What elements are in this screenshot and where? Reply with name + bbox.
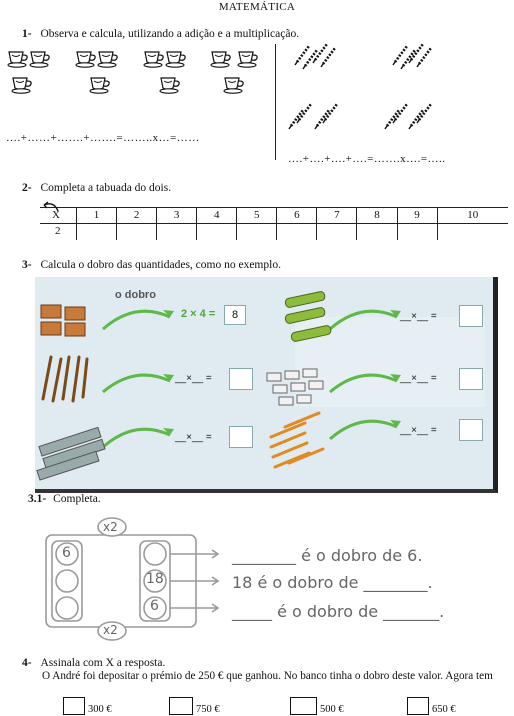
blank-expression: __×__ =: [175, 432, 212, 443]
multiplier-cell: 2: [55, 225, 61, 237]
question-number: 4-: [22, 657, 32, 669]
table-cell: 4: [197, 208, 237, 222]
top-operation: x2: [103, 520, 118, 534]
question-text: Completa a tabuada do dois.: [40, 182, 172, 194]
checkbox[interactable]: [169, 697, 193, 715]
table-row: [77, 208, 509, 222]
answer-cell[interactable]: [117, 222, 157, 240]
answer-cell[interactable]: [277, 222, 317, 240]
pencils-illustration: [285, 40, 445, 140]
statement-line[interactable]: _____ é o dobro de _______.: [232, 602, 445, 621]
question-3-1-heading: [28, 493, 101, 505]
question-number: 1-: [22, 28, 32, 40]
times-symbol: X: [52, 209, 60, 221]
question-4-heading: [22, 657, 165, 669]
answer-cell[interactable]: [357, 222, 397, 240]
checkbox[interactable]: [63, 697, 85, 715]
blank-expression: __×__ =: [400, 373, 437, 384]
option-500[interactable]: [290, 697, 344, 715]
answer-box[interactable]: [229, 426, 253, 448]
table-cell: 6: [277, 208, 317, 222]
answer-cell[interactable]: [437, 222, 508, 240]
question-text: Observa e calcula, utilizando a adição e a multiplicação.: [40, 28, 300, 40]
table-cell: 9: [397, 208, 437, 222]
question-3-heading: [22, 259, 281, 271]
page-title: MATEMÁTICA: [218, 1, 296, 13]
bottom-operation: x2: [103, 623, 118, 637]
answer-cell[interactable]: [157, 222, 197, 240]
table-cell: 10: [437, 208, 508, 222]
option-label: 750 €: [196, 704, 220, 715]
answer-cell[interactable]: [197, 222, 237, 240]
input-value: 6: [62, 545, 71, 561]
table-cell: 5: [237, 208, 277, 222]
answer-box[interactable]: [459, 305, 483, 327]
checkbox[interactable]: [290, 697, 317, 715]
question-number: 3.1-: [28, 493, 47, 505]
output-value: 6: [150, 598, 159, 614]
answer-cell[interactable]: [317, 222, 357, 240]
question-text: Completa.: [53, 493, 101, 505]
answer-cell[interactable]: [77, 222, 117, 240]
blank-expression: __×__ =: [175, 373, 212, 384]
table-cell: 2: [117, 208, 157, 222]
answer-box[interactable]: [459, 368, 483, 390]
question-2-heading: [22, 182, 171, 194]
cups-illustration: [6, 46, 274, 102]
times-table: [76, 208, 508, 240]
doubling-machine-diagram: [40, 515, 230, 643]
option-750[interactable]: [169, 697, 220, 715]
blank-expression: __×__ =: [400, 311, 437, 322]
q1-right-expression[interactable]: ….+….+….+….=…….x….=…..: [288, 153, 446, 165]
q1-divider: [275, 44, 276, 160]
table-cell: 8: [357, 208, 397, 222]
option-300[interactable]: [63, 697, 112, 715]
doubles-tag: o dobro: [115, 289, 156, 301]
answer-box[interactable]: [229, 368, 253, 390]
checkbox[interactable]: [407, 697, 429, 715]
output-value: 18: [146, 571, 164, 587]
option-label: 300 €: [88, 704, 112, 715]
question-number: 2-: [22, 182, 32, 194]
example-answer: 8: [224, 305, 246, 325]
answer-box[interactable]: [459, 419, 483, 441]
problem-text: O André foi depositar o prémio de 250 € que ganhou. No banco tinha o dobro deste valor. Agora tem: [42, 670, 493, 682]
question-1-heading: [22, 28, 299, 40]
blank-expression: __×__ =: [400, 425, 437, 436]
option-label: 650 €: [432, 704, 456, 715]
option-650[interactable]: [407, 697, 456, 715]
table-cell: 7: [317, 208, 357, 222]
answer-cell[interactable]: [237, 222, 277, 240]
option-label: 500 €: [320, 704, 344, 715]
table-cell: 3: [157, 208, 197, 222]
doubles-exercise-image: [35, 277, 498, 493]
question-number: 3-: [22, 259, 32, 271]
answer-cell[interactable]: [397, 222, 437, 240]
example-expression: 2 × 4 =: [181, 308, 216, 320]
statement-line[interactable]: 18 é o dobro de ________.: [232, 573, 433, 592]
table-cell: 1: [77, 208, 117, 222]
statement-line[interactable]: ________ é o dobro de 6.: [232, 546, 423, 565]
table-row: [77, 222, 509, 240]
question-text: Calcula o dobro das quantidades, como no exemplo.: [40, 259, 281, 271]
q1-left-expression[interactable]: ….+……+…….+…….=……..x…=……: [6, 132, 200, 144]
question-text: Assinala com X a resposta.: [40, 657, 166, 669]
